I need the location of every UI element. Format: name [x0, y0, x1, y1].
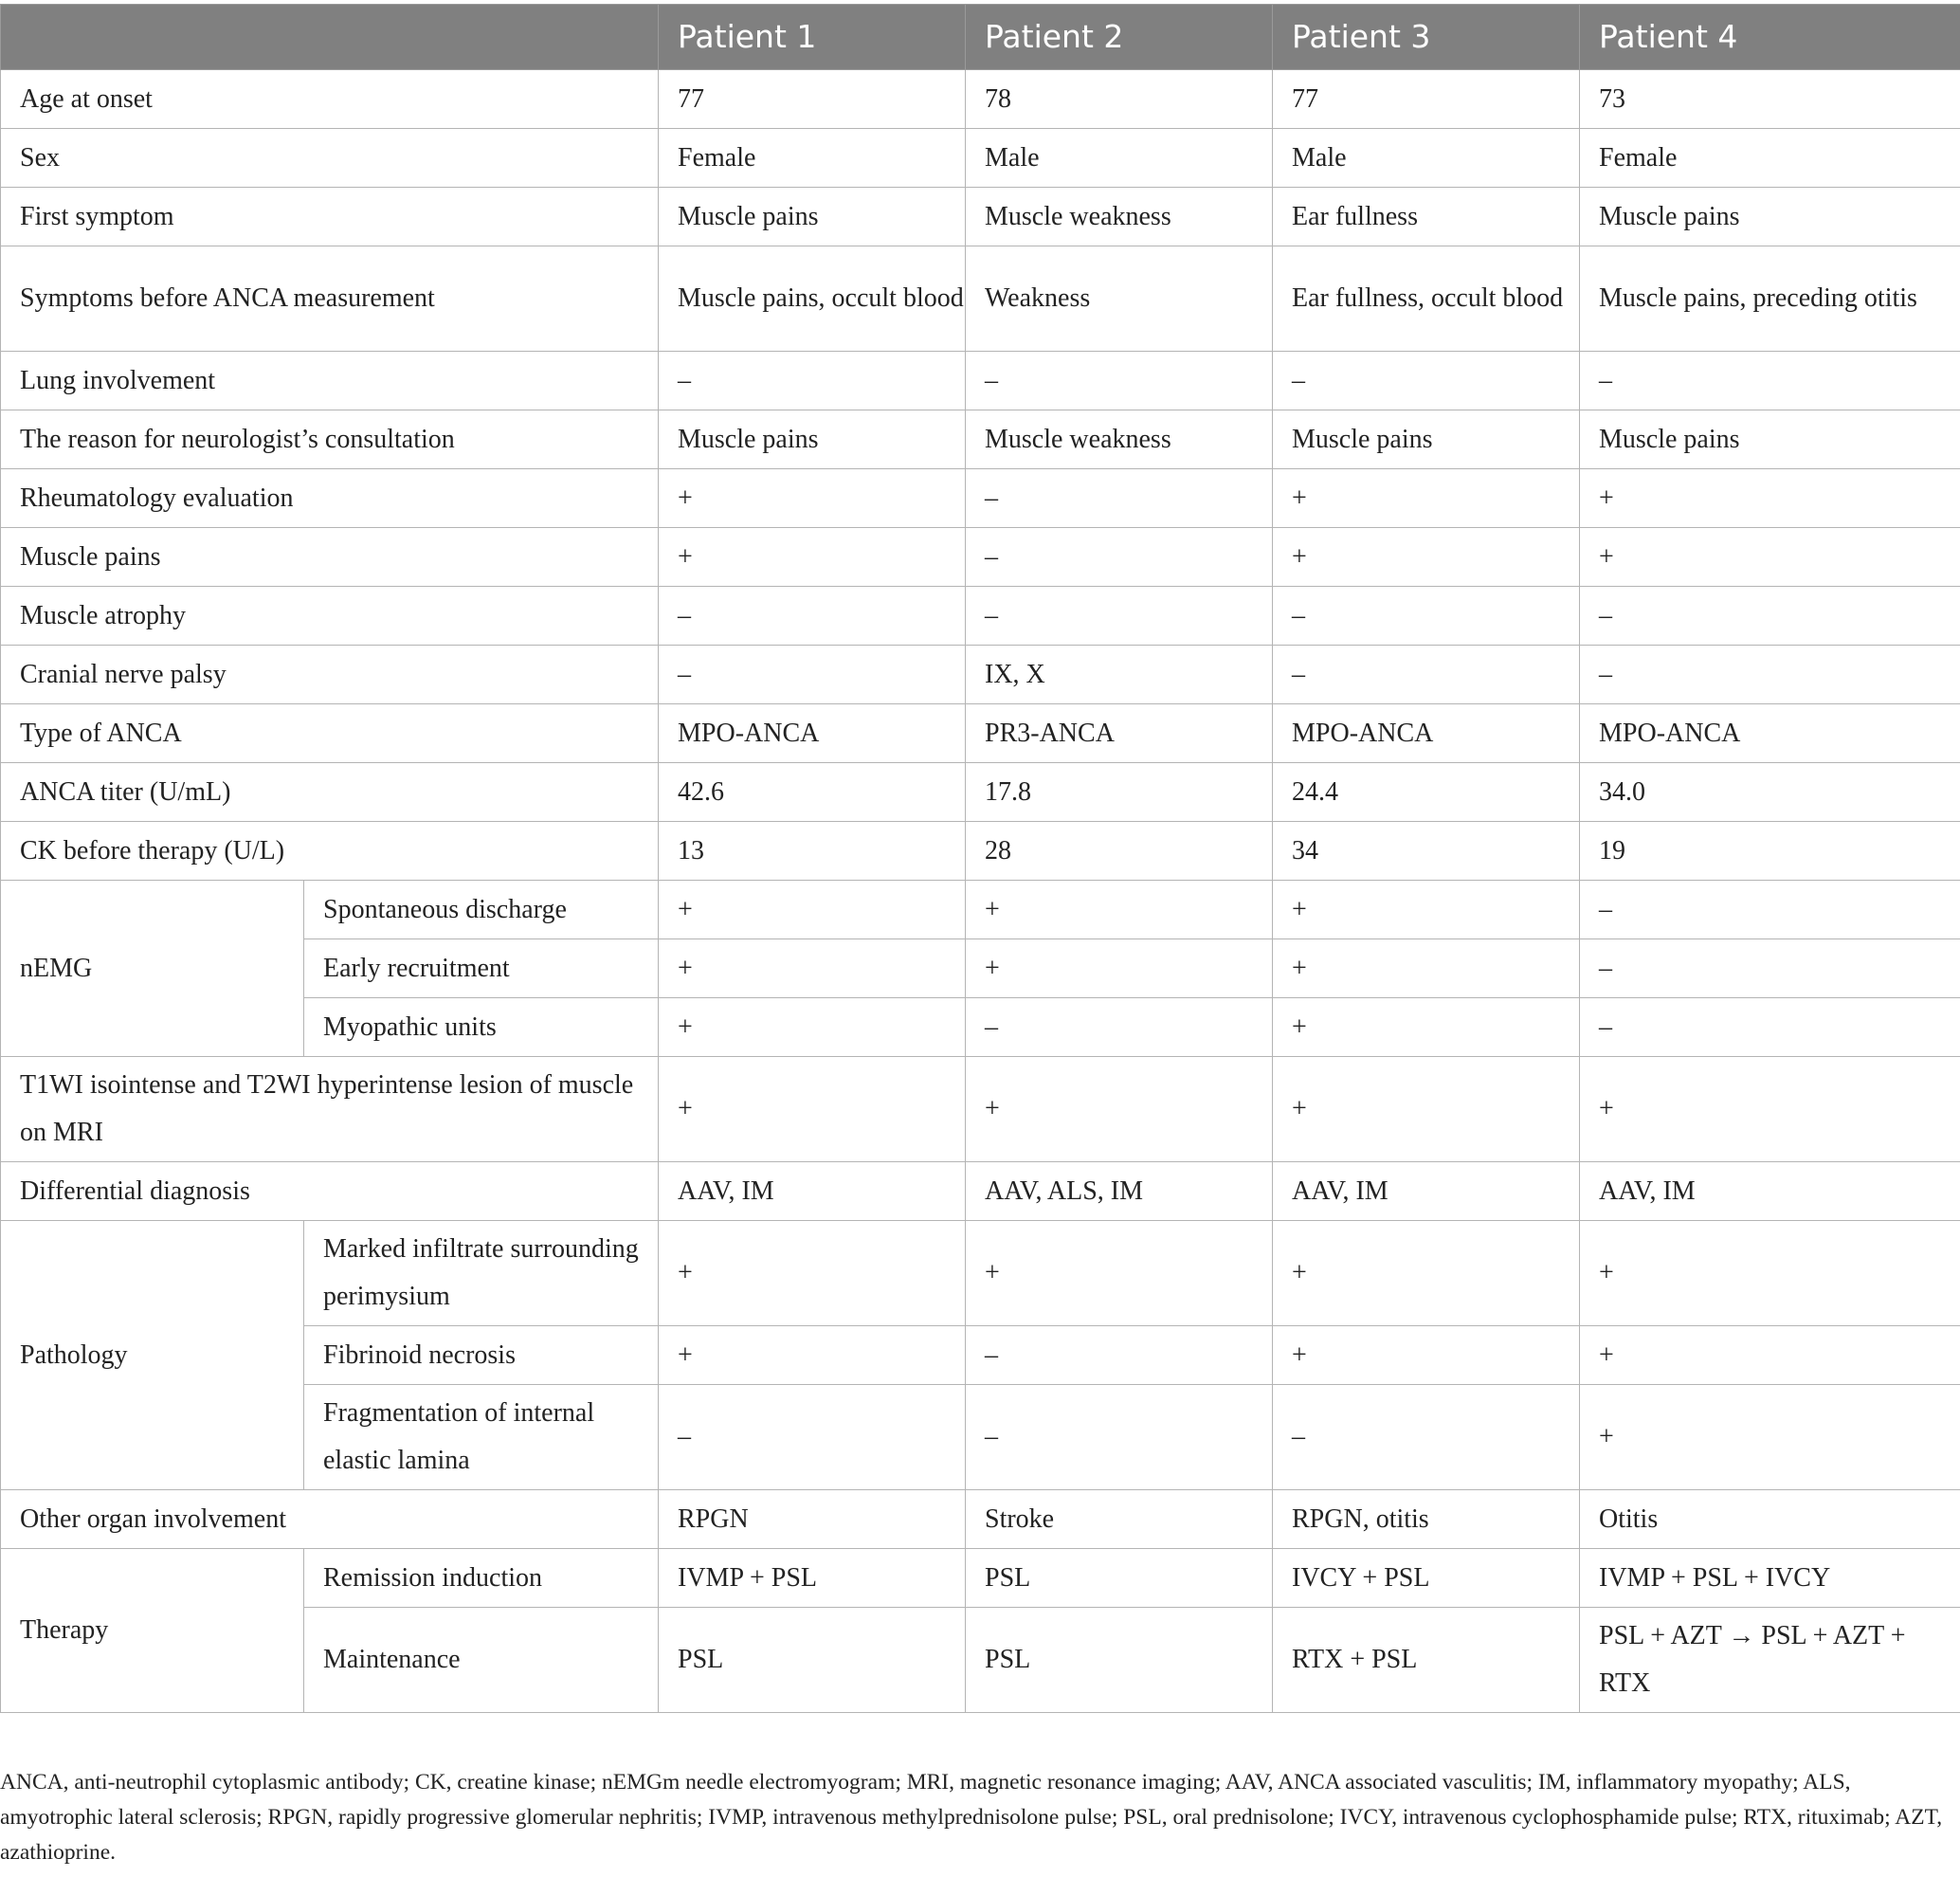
row-label: T1WI isointense and T2WI hyperintense lesion of muscle on MRI	[1, 1057, 659, 1162]
table-cell: +	[659, 939, 966, 998]
table-cell: +	[966, 1057, 1273, 1162]
row-label: ANCA titer (U/mL)	[1, 763, 659, 822]
table-cell: –	[966, 528, 1273, 587]
table-row	[1, 1549, 1960, 1608]
table-row	[1, 410, 1960, 469]
header-patient-4: Patient 4	[1580, 5, 1960, 70]
table-cell: Ear fullness	[1273, 188, 1580, 246]
table-row	[1, 1221, 1960, 1326]
table-cell: –	[1273, 1385, 1580, 1490]
row-label: Cranial nerve palsy	[1, 646, 659, 704]
table-cell: +	[659, 1326, 966, 1385]
table-cell: MPO-ANCA	[1273, 704, 1580, 763]
table-cell: IVMP + PSL	[659, 1549, 966, 1608]
table-cell: +	[659, 528, 966, 587]
table-cell: PR3-ANCA	[966, 704, 1273, 763]
table-cell: Male	[1273, 129, 1580, 188]
table-cell: +	[1580, 528, 1960, 587]
table-cell: +	[1273, 998, 1580, 1057]
row-label: Other organ involvement	[1, 1490, 659, 1549]
table-cell: Weakness	[966, 246, 1273, 352]
table-cell: –	[659, 352, 966, 410]
table-cell: 13	[659, 822, 966, 881]
table-row	[1, 129, 1960, 188]
table-cell: PSL	[659, 1608, 966, 1713]
table-cell: +	[659, 1221, 966, 1326]
table-row	[1, 704, 1960, 763]
sub-row-label: Myopathic units	[304, 998, 659, 1057]
group-label: Therapy	[1, 1549, 304, 1713]
table-cell: +	[659, 469, 966, 528]
row-label: First symptom	[1, 188, 659, 246]
group-label: Pathology	[1, 1221, 304, 1490]
table-cell: –	[966, 1385, 1273, 1490]
table-cell: +	[1273, 469, 1580, 528]
table-cell: RPGN	[659, 1490, 966, 1549]
table-cell: –	[659, 587, 966, 646]
row-label: Sex	[1, 129, 659, 188]
sub-row-label: Maintenance	[304, 1608, 659, 1713]
table-cell: 17.8	[966, 763, 1273, 822]
row-label: Muscle atrophy	[1, 587, 659, 646]
header-patient-1: Patient 1	[659, 5, 966, 70]
row-label: Muscle pains	[1, 528, 659, 587]
table-cell: +	[1273, 881, 1580, 939]
table-cell: Ear fullness, occult blood	[1273, 246, 1580, 352]
table-cell: +	[1580, 1057, 1960, 1162]
table-cell: +	[1273, 528, 1580, 587]
table-cell: –	[1273, 352, 1580, 410]
table-cell: +	[966, 881, 1273, 939]
table-cell: +	[659, 881, 966, 939]
row-label: Age at onset	[1, 70, 659, 129]
table-cell: RPGN, otitis	[1273, 1490, 1580, 1549]
row-label: Differential diagnosis	[1, 1162, 659, 1221]
table-row	[1, 352, 1960, 410]
table-row	[1, 763, 1960, 822]
row-label: Type of ANCA	[1, 704, 659, 763]
table-cell: Stroke	[966, 1490, 1273, 1549]
table-row	[1, 188, 1960, 246]
table-row	[1, 528, 1960, 587]
table-cell: Otitis	[1580, 1490, 1960, 1549]
table-cell: AAV, ALS, IM	[966, 1162, 1273, 1221]
table-cell: –	[1273, 587, 1580, 646]
table-cell: Muscle pains	[1580, 410, 1960, 469]
table-cell: Muscle pains	[659, 188, 966, 246]
row-label: Symptoms before ANCA measurement	[1, 246, 659, 352]
header-patient-3: Patient 3	[1273, 5, 1580, 70]
row-label: Lung involvement	[1, 352, 659, 410]
table-cell: +	[659, 998, 966, 1057]
table-row	[1, 1490, 1960, 1549]
table-cell: –	[966, 998, 1273, 1057]
table-cell: AAV, IM	[1580, 1162, 1960, 1221]
table-cell: 34.0	[1580, 763, 1960, 822]
table-cell: Muscle pains	[1273, 410, 1580, 469]
table-cell: –	[966, 352, 1273, 410]
table-row	[1, 469, 1960, 528]
table-cell: Muscle weakness	[966, 188, 1273, 246]
table-cell: Muscle pains	[659, 410, 966, 469]
table-cell: +	[659, 1057, 966, 1162]
clinical-characteristics-table	[0, 4, 1960, 1713]
table-row	[1, 646, 1960, 704]
table-cell: –	[1580, 881, 1960, 939]
table-footnote: ANCA, anti-neutrophil cytoplasmic antibody; CK, creatine kinase; nEMGm needle electromyogram; MRI, magnetic resonance imaging; AAV, ANCA associated vasculitis; IM, inflammatory myopathy; ALS, amyotrophic lateral sclerosis; RPGN, rapidly progressive glomerular nephritis; IVMP, intravenous methylprednisolone pulse; PSL, oral prednisolone; IVCY, intravenous cyclophosphamide pulse; RTX, rituximab; AZT, azathioprine.	[0, 1770, 1943, 1865]
table-cell: +	[966, 939, 1273, 998]
table-cell: RTX + PSL	[1273, 1608, 1580, 1713]
table-cell: 28	[966, 822, 1273, 881]
table-cell: +	[1580, 469, 1960, 528]
table-cell: Female	[1580, 129, 1960, 188]
table-row	[1, 1057, 1960, 1162]
table-cell: –	[659, 1385, 966, 1490]
table-cell: 77	[659, 70, 966, 129]
table-cell: –	[966, 469, 1273, 528]
sub-row-label: Remission induction	[304, 1549, 659, 1608]
table-cell: Muscle weakness	[966, 410, 1273, 469]
table-cell: –	[1580, 939, 1960, 998]
table-row	[1, 1162, 1960, 1221]
table-header-row	[1, 5, 1960, 70]
header-patient-2: Patient 2	[966, 5, 1273, 70]
header-cell-empty	[1, 5, 659, 70]
table-cell: –	[966, 1326, 1273, 1385]
table-cell: 34	[1273, 822, 1580, 881]
table-cell: +	[1580, 1326, 1960, 1385]
sub-row-label: Fragmentation of internal elastic lamina	[304, 1385, 659, 1490]
table-cell: Male	[966, 129, 1273, 188]
table-cell: –	[1580, 352, 1960, 410]
sub-row-label: Early recruitment	[304, 939, 659, 998]
table-row	[1, 246, 1960, 352]
row-label: The reason for neurologist’s consultation	[1, 410, 659, 469]
table-cell: 42.6	[659, 763, 966, 822]
table-cell: Muscle pains, preceding otitis	[1580, 246, 1960, 352]
table-cell: Muscle pains	[1580, 188, 1960, 246]
table-cell: –	[1580, 998, 1960, 1057]
row-label: Rheumatology evaluation	[1, 469, 659, 528]
table-cell: –	[659, 646, 966, 704]
table-cell: Female	[659, 129, 966, 188]
table-row	[1, 881, 1960, 939]
group-label: nEMG	[1, 881, 304, 1057]
table-cell: +	[1580, 1385, 1960, 1490]
table-cell: 73	[1580, 70, 1960, 129]
table-cell: IVMP + PSL + IVCY	[1580, 1549, 1960, 1608]
row-label: CK before therapy (U/L)	[1, 822, 659, 881]
table-cell: PSL	[966, 1549, 1273, 1608]
table-cell: +	[966, 1221, 1273, 1326]
table-cell: –	[1580, 587, 1960, 646]
table-cell: +	[1273, 939, 1580, 998]
table-cell: Muscle pains, occult blood	[659, 246, 966, 352]
sub-row-label: Marked infiltrate surrounding perimysium	[304, 1221, 659, 1326]
table-cell: +	[1273, 1057, 1580, 1162]
table-cell: MPO-ANCA	[1580, 704, 1960, 763]
table-cell: 24.4	[1273, 763, 1580, 822]
table-cell: PSL	[966, 1608, 1273, 1713]
table-cell: –	[1273, 646, 1580, 704]
table-cell: 19	[1580, 822, 1960, 881]
table-cell: AAV, IM	[659, 1162, 966, 1221]
table-cell: MPO-ANCA	[659, 704, 966, 763]
table-row	[1, 587, 1960, 646]
table-cell: +	[1273, 1221, 1580, 1326]
table-cell: IX, X	[966, 646, 1273, 704]
sub-row-label: Spontaneous discharge	[304, 881, 659, 939]
table-cell: –	[966, 587, 1273, 646]
table-cell: 77	[1273, 70, 1580, 129]
table-cell: +	[1580, 1221, 1960, 1326]
table-row	[1, 822, 1960, 881]
table-cell: +	[1273, 1326, 1580, 1385]
table-cell: IVCY + PSL	[1273, 1549, 1580, 1608]
table-cell: 78	[966, 70, 1273, 129]
table-row	[1, 70, 1960, 129]
table-cell: –	[1580, 646, 1960, 704]
sub-row-label: Fibrinoid necrosis	[304, 1326, 659, 1385]
table-cell: AAV, IM	[1273, 1162, 1580, 1221]
table-cell: PSL + AZT → PSL + AZT + RTX	[1580, 1608, 1960, 1713]
